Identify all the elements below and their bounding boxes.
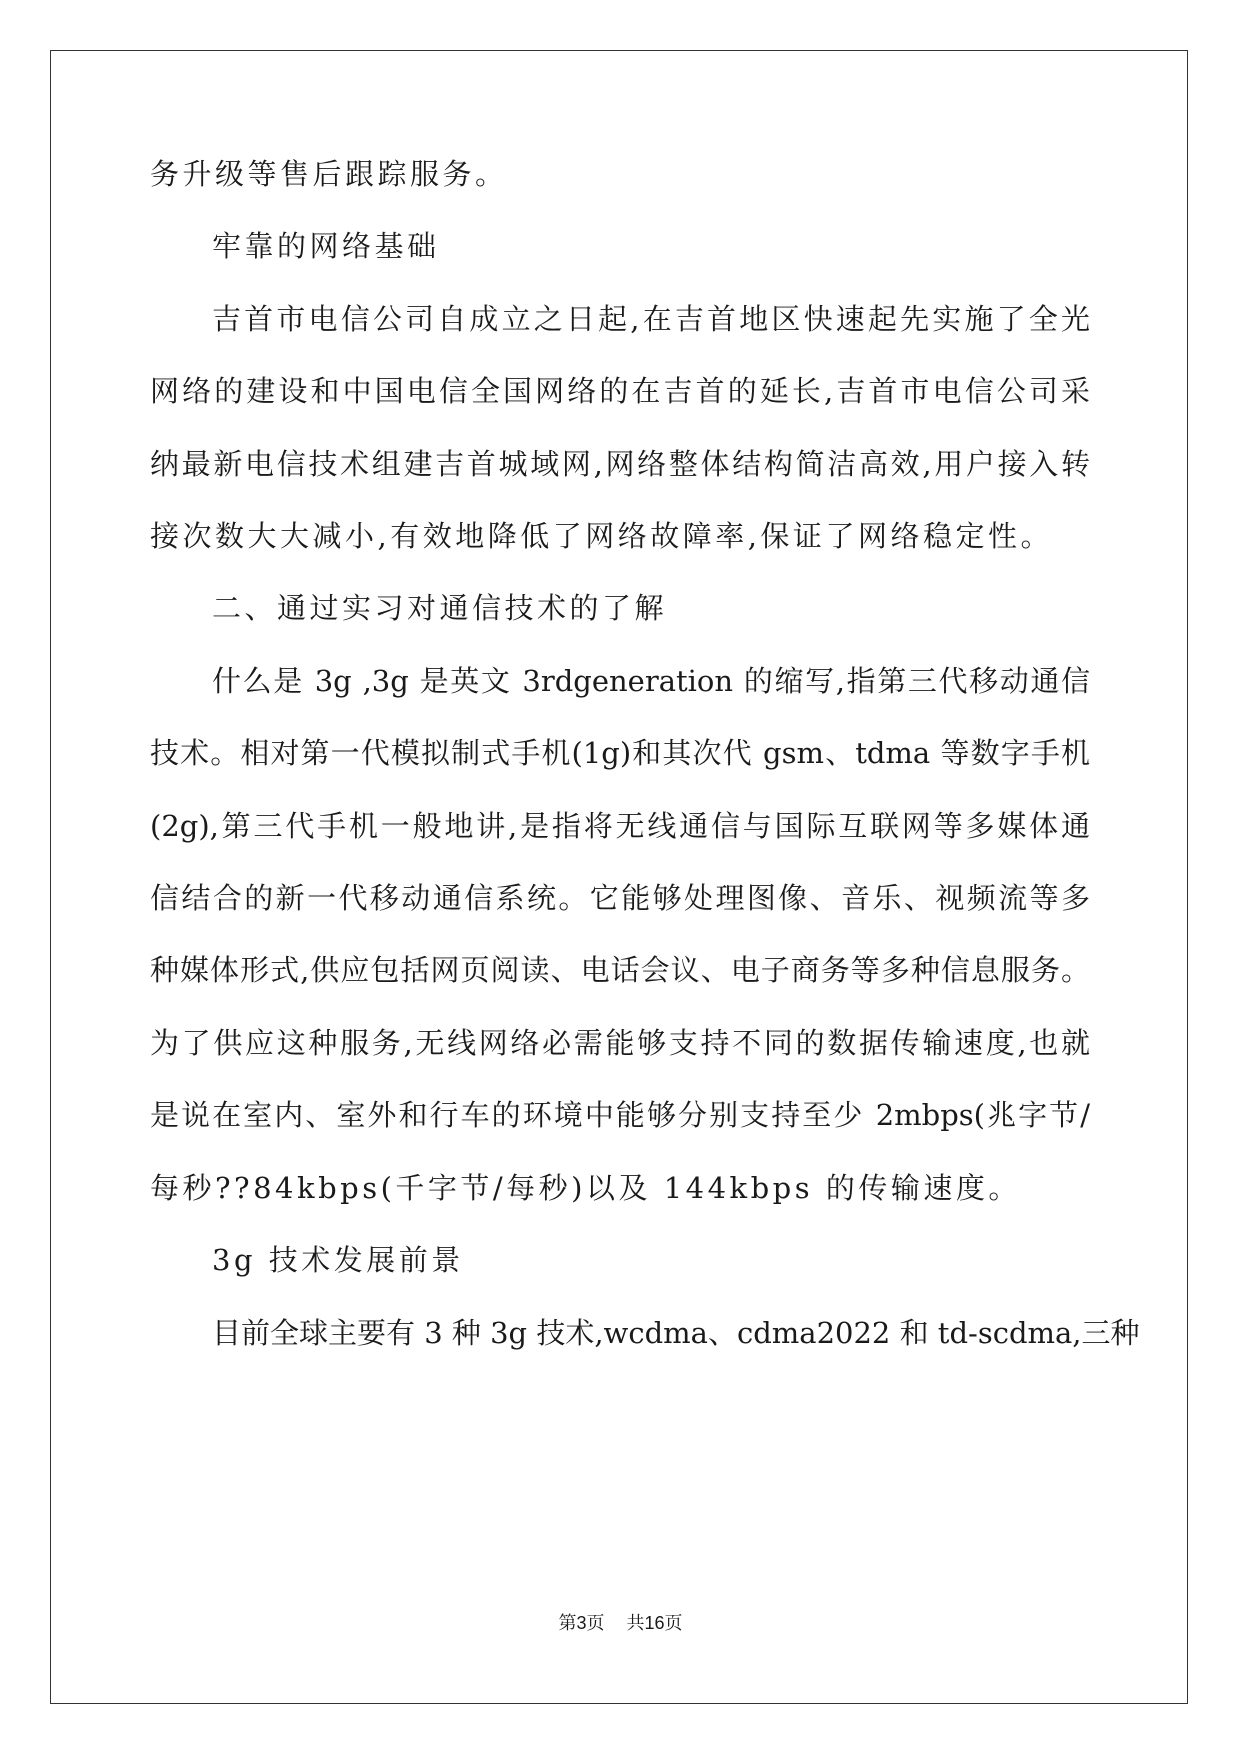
section-heading: 3g 技术发展前景 xyxy=(212,1243,464,1277)
text-line: 信结合的新一代移动通信系统。它能够处理图像、音乐、视频流等多 xyxy=(150,881,1090,915)
text-line: 纳最新电信技术组建吉首城域网,网络整体结构简洁高效,用户接入转 xyxy=(150,447,1090,481)
text-line: (2g),第三代手机一般地讲,是指将无线通信与国际互联网等多媒体通 xyxy=(150,809,1090,843)
text-line: 技术。相对第一代模拟制式手机(1g)和其次代 gsm、tdma 等数字手机 xyxy=(150,736,1090,770)
page-prefix: 第 xyxy=(558,1613,577,1634)
total-prefix: 共 xyxy=(626,1613,645,1634)
text-line: 每秒??84kbps(千字节/每秒)以及 144kbps 的传输速度。 xyxy=(150,1171,1021,1205)
text-line: 为了供应这种服务,无线网络必需能够支持不同的数据传输速度,也就 xyxy=(150,1026,1090,1060)
section-heading: 二、通过实习对通信技术的了解 xyxy=(212,591,668,625)
section-heading: 牢靠的网络基础 xyxy=(212,229,440,263)
text-line: 种媒体形式,供应包括网页阅读、电话会议、电子商务等多种信息服务。 xyxy=(150,953,1090,987)
total-suffix: 页 xyxy=(664,1613,683,1634)
text-line: 什么是 3g ,3g 是英文 3rdgeneration 的缩写,指第三代移动通信 xyxy=(212,664,1090,698)
page-suffix: 页 xyxy=(586,1613,605,1634)
page-number: 3 xyxy=(576,1613,587,1633)
text-line: 吉首市电信公司自成立之日起,在吉首地区快速起先实施了全光 xyxy=(212,302,1090,336)
text-line: 是说在室内、室外和行车的环境中能够分别支持至少 2mbps(兆字节/ xyxy=(150,1098,1090,1132)
text-line: 接次数大大减小,有效地降低了网络故障率,保证了网络稳定性。 xyxy=(150,519,1053,553)
text-line: 务升级等售后跟踪服务。 xyxy=(150,157,508,191)
total-pages: 16 xyxy=(644,1613,665,1633)
page-footer xyxy=(0,1612,1241,1635)
text-line: 网络的建设和中国电信全国网络的在吉首的延长,吉首市电信公司采 xyxy=(150,374,1090,408)
text-line: 目前全球主要有 3 种 3g 技术,wcdma、cdma2022 和 td-scdma,三种 xyxy=(212,1316,1140,1350)
